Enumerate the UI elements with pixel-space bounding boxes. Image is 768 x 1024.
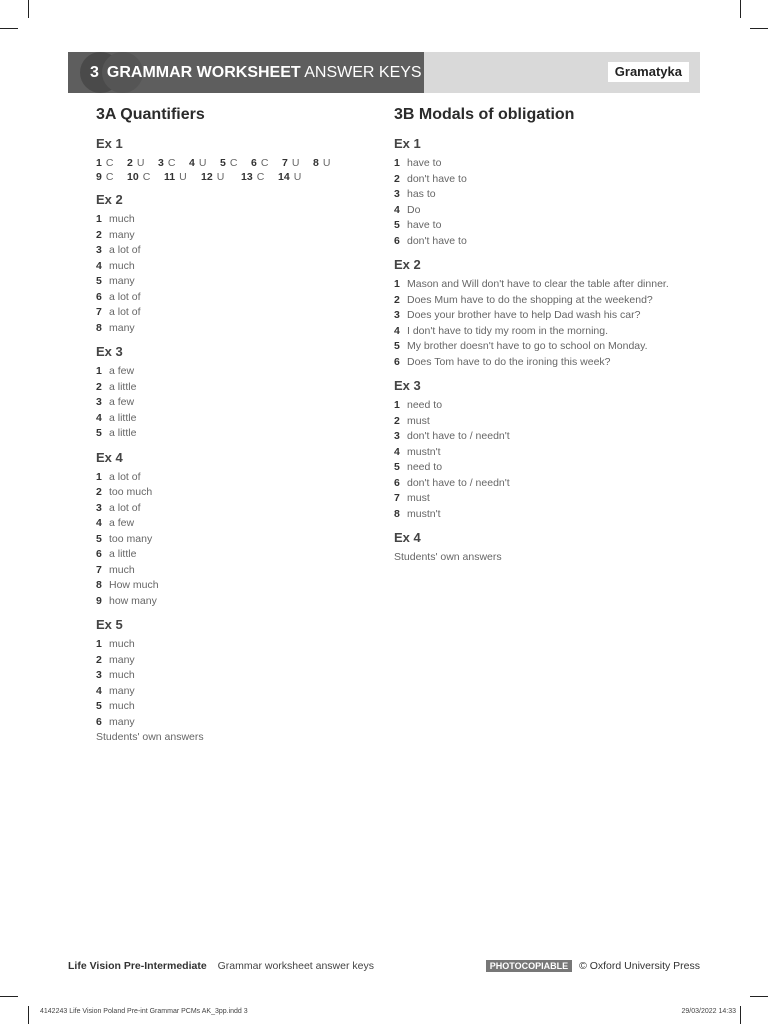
- answer-item: [394, 507, 674, 523]
- answer-cell: 4 U: [189, 157, 207, 169]
- exercise-label: Ex 4: [394, 530, 421, 545]
- answer-item: [96, 321, 366, 337]
- item-number: 2: [96, 653, 102, 666]
- answer-cell: 8 U: [313, 157, 331, 169]
- answer-item: [394, 445, 674, 461]
- answer-item: [96, 501, 366, 517]
- answer-cell: 11 U: [164, 171, 187, 183]
- answer-cell: 9 C: [96, 171, 114, 183]
- answer-item: [96, 426, 366, 442]
- answer-item: [96, 411, 366, 427]
- answer-item: [96, 290, 366, 306]
- item-answer: don't have to / needn't: [407, 476, 510, 489]
- item-answer: how many: [109, 594, 157, 607]
- item-number: 2: [394, 414, 400, 427]
- answer-item: [96, 364, 366, 380]
- exercise-label: Ex 5: [96, 617, 123, 632]
- footer-right: [486, 960, 700, 972]
- answer-item: [394, 414, 674, 430]
- item-answer: a few: [109, 365, 135, 377]
- answer-item: [96, 470, 366, 486]
- item-number: 5: [394, 461, 400, 473]
- answer-cell: 5 C: [220, 157, 238, 169]
- answer-item: [394, 491, 674, 507]
- answer-item: [394, 187, 674, 203]
- answer-list: [96, 637, 366, 730]
- item-number: 6: [96, 548, 102, 560]
- answer-item: [96, 274, 366, 290]
- item-number: 4: [96, 684, 102, 697]
- item-number: 4: [394, 324, 400, 337]
- item-answer: many: [109, 653, 135, 666]
- section-title: 3A Quantifiers: [96, 106, 205, 123]
- item-number: 2: [394, 172, 400, 185]
- answer-cell: 3 C: [158, 157, 176, 169]
- item-answer: many: [109, 275, 135, 287]
- copyright: © Oxford University Press: [579, 960, 700, 972]
- crop-mark: [0, 996, 18, 997]
- item-answer: has to: [407, 188, 436, 200]
- item-answer: a little: [109, 548, 137, 560]
- answer-item: [96, 684, 366, 700]
- answer-item: [394, 355, 674, 371]
- item-answer: a lot of: [109, 306, 141, 318]
- answer-item: [394, 324, 674, 340]
- answer-item: [394, 277, 674, 293]
- item-number: 4: [394, 203, 400, 216]
- item-answer: must: [407, 414, 430, 427]
- answer-list: [394, 398, 674, 522]
- item-number: 4: [96, 517, 102, 529]
- item-answer: need to: [407, 399, 443, 411]
- answer-item: [96, 395, 366, 411]
- answer-item: [96, 715, 366, 731]
- item-answer: Does Tom have to do the ironing this week?: [407, 355, 611, 368]
- item-number: 2: [96, 380, 102, 393]
- answer-list: [96, 212, 366, 336]
- item-number: 5: [96, 427, 102, 439]
- item-answer: many: [109, 228, 135, 241]
- item-answer: have to: [407, 219, 442, 231]
- item-number: 1: [394, 399, 400, 411]
- item-answer: too many: [109, 532, 153, 545]
- answer-cell: 10 C: [127, 171, 151, 183]
- answer-item: [394, 476, 674, 492]
- item-answer: a few: [109, 396, 135, 408]
- item-answer: mustn't: [407, 445, 441, 458]
- answer-item: [394, 398, 674, 414]
- item-answer: My brother doesn't have to go to school on Monday.: [407, 340, 648, 352]
- item-answer: much: [109, 213, 135, 225]
- answer-cell: 7 U: [282, 157, 300, 169]
- crop-mark: [0, 28, 18, 29]
- answer-item: [96, 547, 366, 563]
- item-answer: Does your brother have to help Dad wash his car?: [407, 309, 641, 321]
- answer-item: [394, 429, 674, 445]
- answer-list: [394, 156, 674, 249]
- item-answer: don't have to / needn't: [407, 430, 510, 442]
- answer-item: [96, 637, 366, 653]
- section-3a: [96, 104, 366, 746]
- answer-item: [394, 156, 674, 172]
- language-badge: Gramatyka: [608, 62, 689, 82]
- item-answer: much: [109, 563, 135, 576]
- item-number: 1: [96, 365, 102, 377]
- series-title: Life Vision Pre-Intermediate: [68, 960, 207, 972]
- answer-item: [394, 308, 674, 324]
- header-title-band: [68, 52, 424, 93]
- item-number: 6: [394, 355, 400, 368]
- crop-mark: [28, 0, 29, 18]
- answer-cell: 13 C: [241, 171, 265, 183]
- item-number: 3: [394, 188, 400, 200]
- answer-item: [96, 485, 366, 501]
- item-answer: many: [109, 715, 135, 728]
- item-answer: a lot of: [109, 470, 141, 483]
- item-number: 3: [96, 501, 102, 514]
- answer-list: [96, 364, 366, 442]
- own-answers-note: Students' own answers: [96, 731, 204, 743]
- item-answer: a little: [109, 427, 137, 439]
- item-answer: too much: [109, 486, 153, 498]
- item-answer: How much: [109, 579, 159, 591]
- answer-list: [394, 277, 674, 370]
- item-answer: need to: [407, 461, 443, 473]
- item-answer: Do: [407, 203, 421, 216]
- own-answers-note: Students' own answers: [394, 551, 502, 563]
- item-answer: a lot of: [109, 244, 141, 256]
- item-number: 3: [96, 669, 102, 681]
- item-number: 5: [96, 532, 102, 545]
- answer-item: [394, 293, 674, 309]
- item-number: 2: [96, 228, 102, 241]
- item-answer: much: [109, 259, 135, 272]
- answer-item: [394, 218, 674, 234]
- item-answer: a little: [109, 380, 137, 393]
- answer-item: [96, 563, 366, 579]
- answer-item: [96, 259, 366, 275]
- item-number: 8: [96, 321, 102, 334]
- footer-subtitle: Grammar worksheet answer keys: [217, 960, 374, 972]
- item-number: 7: [96, 306, 102, 318]
- answer-item: [96, 594, 366, 610]
- item-number: 5: [96, 275, 102, 287]
- item-answer: I don't have to tidy my room in the morning.: [407, 324, 609, 337]
- answer-cell: 2 U: [127, 157, 145, 169]
- unit-number: 3: [90, 64, 99, 81]
- ex1-row-1: [96, 156, 366, 170]
- answer-item: [96, 243, 366, 259]
- item-number: 6: [394, 476, 400, 489]
- item-answer: a few: [109, 517, 135, 529]
- item-number: 3: [394, 309, 400, 321]
- item-answer: many: [109, 684, 135, 697]
- ex1-row-2: [96, 170, 366, 184]
- exercise-label: Ex 3: [394, 378, 421, 393]
- item-number: 6: [394, 234, 400, 247]
- item-answer: a lot of: [109, 290, 141, 303]
- exercise-label: Ex 1: [96, 136, 123, 151]
- section-3b: [394, 104, 674, 566]
- item-number: 9: [96, 594, 102, 607]
- answer-item: [96, 380, 366, 396]
- section-title: 3B Modals of obligation: [394, 106, 575, 123]
- answer-item: [96, 699, 366, 715]
- answer-item: [96, 532, 366, 548]
- item-answer: Mason and Will don't have to clear the table after dinner.: [407, 278, 669, 290]
- exercise-label: Ex 2: [394, 257, 421, 272]
- item-number: 1: [96, 638, 102, 650]
- answer-list: [96, 470, 366, 610]
- item-number: 4: [96, 411, 102, 424]
- photocopiable-badge: PHOTOCOPIABLE: [486, 960, 572, 972]
- answer-item: [96, 228, 366, 244]
- crop-mark: [740, 0, 741, 18]
- item-number: 1: [394, 278, 400, 290]
- item-number: 5: [394, 219, 400, 231]
- item-number: 1: [96, 470, 102, 483]
- answer-cell: 14 U: [278, 171, 302, 183]
- item-number: 4: [96, 259, 102, 272]
- item-number: 4: [394, 445, 400, 458]
- header-title-light: ANSWER KEYS: [304, 64, 422, 81]
- item-number: 6: [96, 715, 102, 728]
- item-number: 7: [96, 563, 102, 576]
- answer-cell: 1 C: [96, 157, 114, 169]
- item-answer: much: [109, 638, 135, 650]
- item-number: 2: [394, 293, 400, 306]
- item-answer: don't have to: [407, 172, 467, 185]
- exercise-label: Ex 4: [96, 449, 123, 465]
- item-answer: much: [109, 700, 135, 712]
- answer-item: [96, 516, 366, 532]
- header-banner: [68, 52, 700, 93]
- print-slug-file: 4142243 Life Vision Poland Pre-int Grammar PCMs AK_3pp.indd 3: [40, 1008, 248, 1015]
- item-number: 5: [394, 340, 400, 352]
- answer-cell: 12 U: [201, 171, 225, 183]
- item-number: 7: [394, 492, 400, 504]
- ex1-answer-grid: [96, 156, 366, 184]
- item-answer: Does Mum have to do the shopping at the weekend?: [407, 293, 653, 306]
- answer-item: [96, 668, 366, 684]
- item-answer: a little: [109, 411, 137, 424]
- header-title: [90, 52, 422, 93]
- item-answer: have to: [407, 157, 442, 169]
- crop-mark: [750, 28, 768, 29]
- header-title-bold: GRAMMAR WORKSHEET: [106, 64, 301, 81]
- answer-item: [96, 212, 366, 228]
- item-number: 1: [394, 157, 400, 169]
- item-number: 8: [394, 507, 400, 520]
- answer-cell: 6 C: [251, 157, 269, 169]
- answer-item: [394, 172, 674, 188]
- page-footer: [68, 960, 700, 974]
- exercise-label: Ex 3: [96, 344, 123, 359]
- answer-item: [394, 234, 674, 250]
- item-answer: mustn't: [407, 507, 441, 520]
- item-answer: many: [109, 321, 135, 334]
- print-slug-date: 29/03/2022 14:33: [681, 1008, 736, 1015]
- item-number: 3: [96, 244, 102, 256]
- answer-item: [394, 460, 674, 476]
- item-number: 2: [96, 486, 102, 498]
- item-answer: much: [109, 669, 135, 681]
- answer-item: [96, 305, 366, 321]
- item-number: 3: [96, 396, 102, 408]
- item-answer: don't have to: [407, 234, 467, 247]
- item-number: 1: [96, 213, 102, 225]
- item-number: 6: [96, 290, 102, 303]
- item-number: 8: [96, 579, 102, 591]
- crop-mark: [28, 1006, 29, 1024]
- item-answer: a lot of: [109, 501, 141, 514]
- answer-item: [96, 653, 366, 669]
- item-answer: must: [407, 492, 430, 504]
- item-number: 3: [394, 430, 400, 442]
- crop-mark: [750, 996, 768, 997]
- answer-item: [394, 203, 674, 219]
- exercise-label: Ex 2: [96, 192, 123, 207]
- item-number: 5: [96, 700, 102, 712]
- crop-mark: [740, 1006, 741, 1024]
- exercise-label: Ex 1: [394, 136, 421, 151]
- answer-item: [96, 578, 366, 594]
- answer-item: [394, 339, 674, 355]
